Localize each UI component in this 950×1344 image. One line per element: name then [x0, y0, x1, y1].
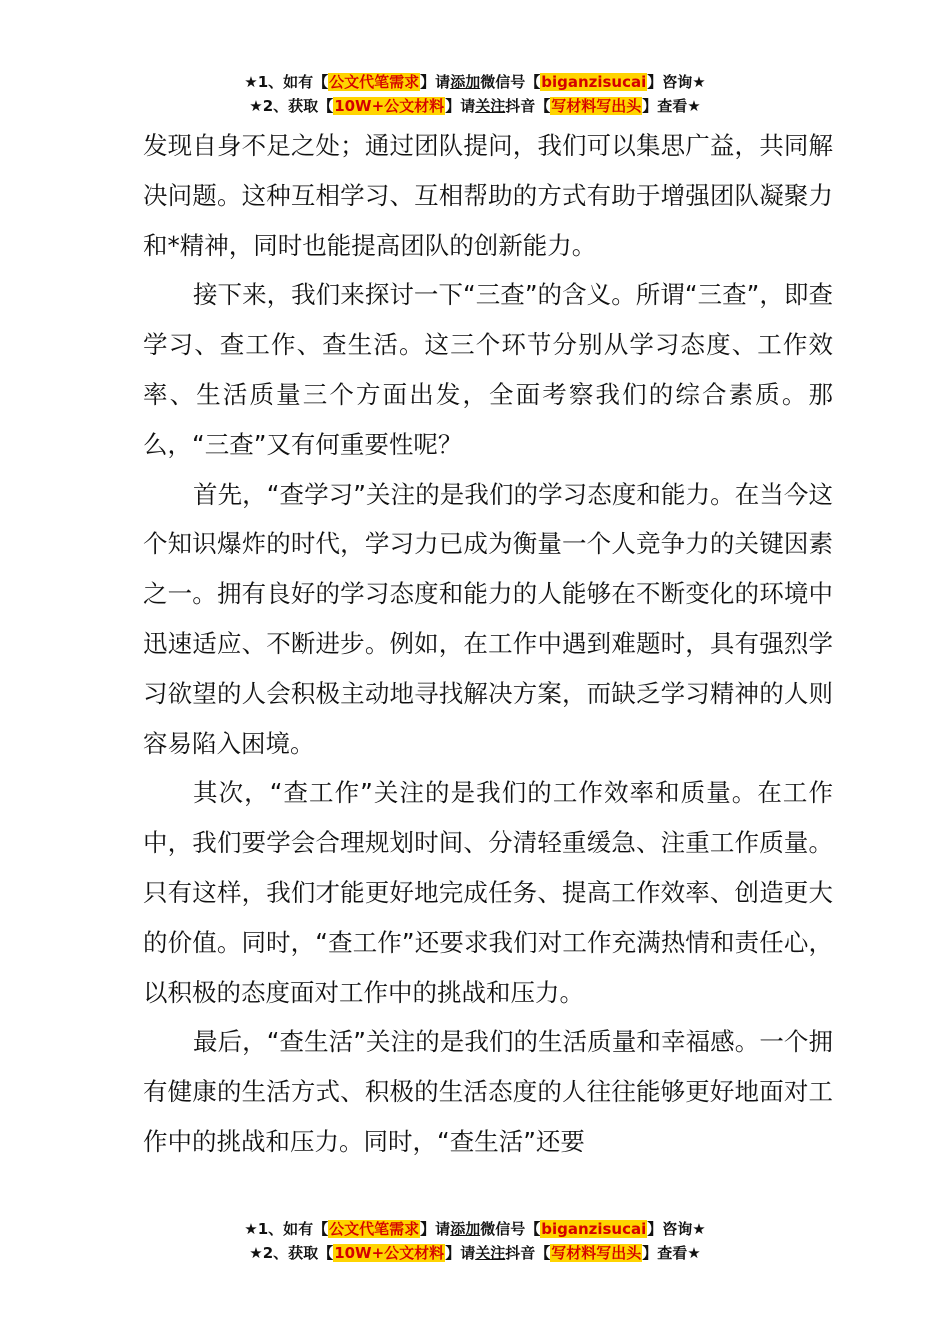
banner-text: 】咨询★: [647, 1220, 706, 1238]
banner-text: 微信号【: [480, 73, 541, 91]
header-banner: [0, 70, 950, 118]
banner-highlight: 10W+公文材料: [334, 97, 445, 115]
banner-underlined: 关注: [475, 97, 506, 115]
paragraph-1: 发现自身不足之处；通过团队提问，我们可以集思广益，共同解决问题。这种互相学习、互相帮助的方式有助于增强团队凝聚力和*精神，同时也能提高团队的创新能力。: [143, 131, 833, 260]
banner-underlined: 关注: [475, 1244, 506, 1262]
banner-line-2: [0, 94, 950, 118]
banner-text: 】查看★: [642, 97, 701, 115]
banner-highlight: 10W+公文材料: [334, 1244, 445, 1262]
banner-text: 】咨询★: [647, 73, 706, 91]
banner-text: 微信号【: [480, 1220, 541, 1238]
banner-text: 】请: [445, 1244, 476, 1262]
paragraph-5: 最后，“查生活”关注的是我们的生活质量和幸福感。一个拥有健康的生活方式、积极的生活态度的人往往能够更好地面对工作中的挑战和压力。同时，“查生活”还要: [143, 1027, 833, 1156]
banner-text: 抖音【: [505, 97, 551, 115]
paragraph-4: 其次，“查工作”关注的是我们的工作效率和质量。在工作中，我们要学会合理规划时间、分清轻重缓急、注重工作质量。只有这样，我们才能更好地完成任务、提高工作效率、创造更大的价值。同时，“查工作”还要求我们对工作充满热情和责任心，以积极的态度面对工作中的挑战和压力。: [143, 778, 833, 1007]
banner-text: 】请: [420, 73, 451, 91]
paragraph-2: 接下来，我们来探讨一下“三查”的含义。所谓“三查”，即查学习、查工作、查生活。这三个环节分别从学习态度、工作效率、生活质量三个方面出发，全面考察我们的综合素质。那么，“三查”又有何重要性呢？: [143, 280, 833, 459]
banner-text: 】请: [420, 1220, 451, 1238]
document-body: [143, 121, 833, 1167]
banner-text: 】请: [445, 97, 476, 115]
banner-wechat-id: biganzisucai: [541, 1220, 647, 1238]
banner-highlight: 公文代笔需求: [329, 73, 420, 91]
footer-line-2: [0, 1241, 950, 1265]
banner-line-1: [0, 70, 950, 94]
paragraph-3: 首先，“查学习”关注的是我们的学习态度和能力。在当今这个知识爆炸的时代，学习力已成为衡量一个人竞争力的关键因素之一。拥有良好的学习态度和能力的人能够在不断变化的环境中迅速适应、不断进步。例如，在工作中遇到难题时，具有强烈学习欲望的人会积极主动地寻找解决方案，而缺乏学习精神的人则容易陷入困境。: [143, 479, 833, 758]
banner-text: ★2、获取【: [249, 97, 334, 115]
banner-douyin-id: 写材料写出头: [551, 97, 642, 115]
banner-underlined: 添加: [450, 73, 481, 91]
footer-banner: [0, 1217, 950, 1265]
banner-wechat-id: biganzisucai: [541, 73, 647, 91]
banner-text: ★2、获取【: [249, 1244, 334, 1262]
banner-text: ★1、如有【: [244, 1220, 329, 1238]
banner-underlined: 添加: [450, 1220, 481, 1238]
footer-line-1: [0, 1217, 950, 1241]
banner-douyin-id: 写材料写出头: [551, 1244, 642, 1262]
banner-highlight: 公文代笔需求: [329, 1220, 420, 1238]
banner-text: 抖音【: [505, 1244, 551, 1262]
banner-text: ★1、如有【: [244, 73, 329, 91]
banner-text: 】查看★: [642, 1244, 701, 1262]
